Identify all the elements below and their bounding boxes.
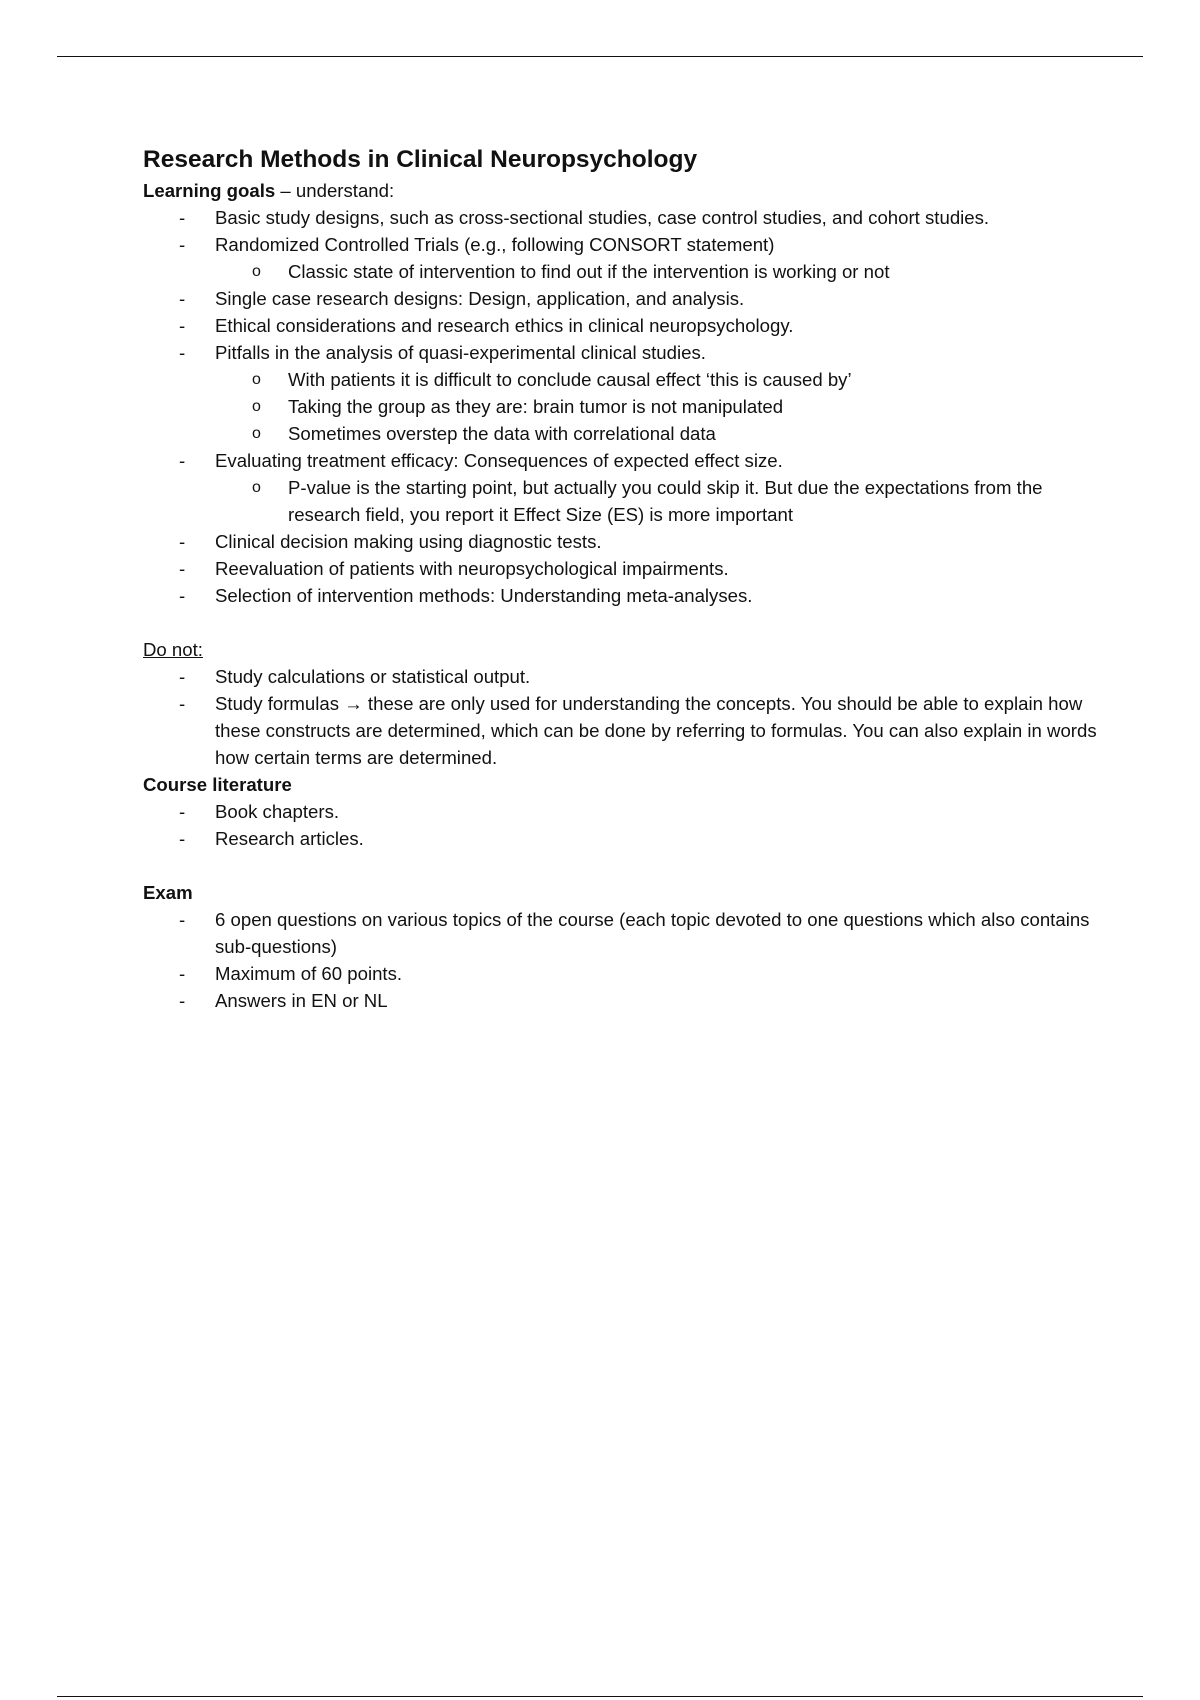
list-item-text: Study calculations or statistical output. [215,666,531,687]
exam-heading: Exam [143,882,193,903]
list-item-text: Answers in EN or NL [215,990,388,1011]
learning-goals-label: Learning goals [143,180,276,201]
list-item [215,906,1103,960]
list-item-text: Maximum of 60 points. [215,963,403,984]
list-item-text: Research articles. [215,828,364,849]
list-item [215,231,1103,285]
list-item-text: 6 open questions on various topics of the course (each topic devoted to one questions which also contains sub-questions) [215,909,1090,957]
list-item-text: Randomized Controlled Trials (e.g., following CONSORT statement) [215,234,775,255]
list-item [215,528,1103,555]
footer-rule [57,1696,1143,1697]
sub-list-item: o Classic state of intervention to find out if the intervention is working or not [288,258,1103,285]
list-item [215,339,1103,447]
list-item-text: Pitfalls in the analysis of quasi-experimental clinical studies. [215,342,706,363]
list-item [215,555,1103,582]
list-item-text: Clinical decision making using diagnostic tests. [215,531,602,552]
course-literature-list [143,798,1103,852]
list-item [215,312,1103,339]
list-item-text: Ethical considerations and research ethics in clinical neuropsychology. [215,315,794,336]
sub-list-item: o Taking the group as they are: brain tumor is not manipulated [288,393,1103,420]
learning-goals-heading [143,177,1103,204]
list-item-text: Basic study designs, such as cross-sectional studies, case control studies, and cohort studies. [215,207,990,228]
course-literature-heading: Course literature [143,774,292,795]
list-item [215,960,1103,987]
sub-list [215,474,1103,528]
list-item [215,663,1103,690]
list-item [215,825,1103,852]
list-item-text: Evaluating treatment efficacy: Consequences of expected effect size. [215,450,783,471]
sub-list-item: o Sometimes overstep the data with correlational data [288,420,1103,447]
list-item-text: Study formulas → these are only used for understanding the concepts. You should be able to explain how these constructs are determined, which can be done by referring to formulas. You can also explain in words how certain terms are determined. [215,693,1097,768]
list-item [215,204,1103,231]
list-item-text: Single case research designs: Design, application, and analysis. [215,288,745,309]
sub-list [215,366,1103,447]
document-body [143,143,1103,1014]
learning-goals-list [143,204,1103,609]
do-not-list [143,663,1103,771]
document-title: Research Methods in Clinical Neuropsychology [143,146,698,173]
list-item [215,582,1103,609]
sub-list-item: o With patients it is difficult to conclude causal effect ‘this is caused by’ [288,366,1103,393]
list-item [215,987,1103,1014]
sub-list [215,258,1103,285]
list-item [215,690,1103,771]
header-rule [57,56,1143,57]
list-item-text: Selection of intervention methods: Understanding meta-analyses. [215,585,753,606]
list-item [215,798,1103,825]
list-item [215,285,1103,312]
learning-goals-suffix: – understand: [275,180,395,201]
do-not-label: Do not: [143,639,203,660]
list-item-text: Reevaluation of patients with neuropsychological impairments. [215,558,729,579]
exam-list [143,906,1103,1014]
sub-list-item: o P-value is the starting point, but actually you could skip it. But due the expectations from the research field, you report it Effect Size (ES) is more important [288,474,1103,528]
list-item-text: Book chapters. [215,801,340,822]
list-item [215,447,1103,528]
do-not-heading [143,636,1103,663]
